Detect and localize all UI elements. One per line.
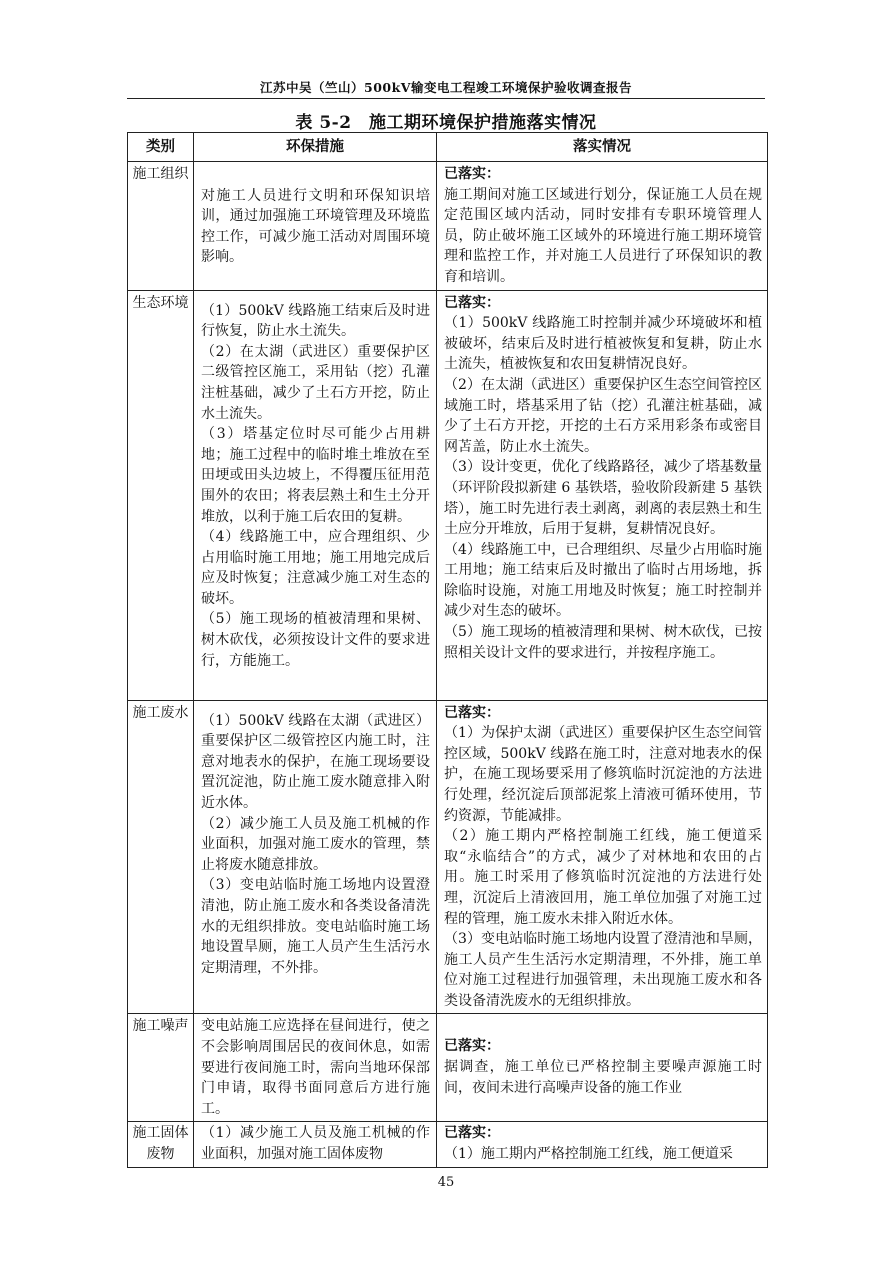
measure-item: （2）在太湖（武进区）重要保护区二级管控区施工，采用钻（挖）孔灌注桩基础，减少了土石方开挖，防止水土流失。	[201, 343, 430, 422]
column-header-status: 落实情况	[437, 133, 768, 162]
status-cell	[437, 700, 768, 1014]
status-label: 已落实：	[444, 1038, 500, 1055]
table-row	[128, 162, 768, 291]
status-label: 已落实：	[444, 704, 500, 721]
measures-cell	[194, 1122, 437, 1167]
header-rule	[127, 98, 765, 99]
table-row	[128, 290, 768, 700]
table-row	[128, 700, 768, 1014]
status-item: （3）设计变更，优化了线路路径，减少了塔基数量（环评阶段拟新建 6 基铁塔，验收阶段新建 5 基铁塔），施工时先进行表土剥离，剥离的表层熟土和生土应分开堆放，后用于复耕，复耕情况良好。	[444, 459, 762, 538]
table-row	[128, 1014, 768, 1122]
column-header-category: 类别	[128, 133, 194, 162]
measures-cell	[194, 290, 437, 700]
measures-cell	[194, 700, 437, 1014]
status-item: （5）施工现场的植被清理和果树、树木砍伐，已按照相关设计文件的要求进行，并按程序施工。	[444, 624, 762, 661]
page-number: 45	[437, 1175, 455, 1190]
status-cell	[437, 1122, 768, 1167]
category-cell	[128, 1014, 194, 1122]
measures-cell	[194, 1014, 437, 1122]
status-cell	[437, 162, 768, 291]
measure-item: （3）塔基定位时尽可能少占用耕地；施工过程中的临时堆土堆放在至田埂或田头边坡上，不得覆压征用范围外的农田；将表层熟土和生土分开堆放，以利于施工后农田的复耕。	[201, 426, 430, 525]
column-header-measures: 环保措施	[194, 133, 437, 162]
category-label: 施工组织	[132, 166, 189, 182]
report-header: 江苏中吴（竺山）500kV输变电工程竣工环境保护验收调查报告	[260, 80, 632, 95]
status-label: 已落实：	[444, 294, 500, 311]
measure-item: （3）变电站临时施工场地内设置澄清池，防止施工废水和各类设备清洗水的无组织排放。变电站临时施工场地设置旱厕，施工人员产生生活污水定期清理，不外排。	[201, 877, 430, 976]
measure-item: （5）施工现场的植被清理和果树、树木砍伐，必须按设计文件的要求进行，方能施工。	[201, 611, 430, 669]
category-label: 施工固体废物	[132, 1125, 189, 1163]
category-cell	[128, 700, 194, 1014]
measure-item: （1）500kV 线路施工结束后及时进行恢复，防止水土流失。	[201, 302, 430, 340]
table-caption: 表 5-2 施工期环境保护措施落实情况	[295, 113, 597, 133]
status-label: 已落实：	[444, 1125, 500, 1142]
status-item: （1）施工期内严格控制施工红线，施工便道采	[444, 1146, 733, 1163]
measures-cell	[194, 162, 437, 291]
status-item: （2）施工期内严格控制施工红线，施工便道采取“永临结合”的方式，减少了对林地和农田的占用。施工时采用了修筑临时沉淀池的方法进行处理，沉淀后上清液回用，施工单位加强了对施工过程的管理，施工废水未排入附近水体。	[444, 828, 762, 927]
status-item: 据调查，施工单位已严格控制主要噪声源施工时间，夜间未进行高噪声设备的施工作业	[444, 1059, 762, 1096]
status-item: 施工期间对施工区域进行划分，保证施工人员在规定范围区域内活动，同时安排有专职环境管理人员，防止破坏施工区域外的环境进行施工期环境管理和监控工作，并对施工人员进行了环保知识的教育和培训。	[444, 186, 762, 285]
measure-item: 对施工人员进行文明和环保知识培训，通过加强施工环境管理及环境监控工作，可减少施工活动对周围环境影响。	[201, 187, 430, 266]
measures-table	[127, 132, 768, 1168]
status-item: （2）在太湖（武进区）重要保护区生态空间管控区域施工时，塔基采用了钻（挖）孔灌注桩基础，减少了土石方开挖，开挖的土石方采用彩条布或密目网苫盖，防止水土流失。	[444, 376, 762, 455]
status-item: （4）线路施工中，已合理组织、尽量少占用临时施工用地；施工结束后及时撤出了临时占用场地，拆除临时设施，对施工用地及时恢复；施工时控制并减少对生态的破坏。	[444, 541, 762, 620]
category-cell	[128, 1122, 194, 1167]
category-label: 施工噪声	[132, 1018, 189, 1035]
table-row	[128, 1122, 768, 1167]
category-cell	[128, 162, 194, 291]
status-label: 已落实：	[444, 166, 500, 182]
category-label: 生态环境	[132, 294, 189, 311]
measure-item: （4）线路施工中，应合理组织、少占用临时施工用地；施工用地完成后应及时恢复；注意减少施工对生态的破坏。	[201, 529, 430, 607]
status-item: （1）500kV 线路施工时控制并减少环境破坏和植被破坏，结束后及时进行植被恢复和复耕，防止水土流失，植被恢复和农田复耕情况良好。	[444, 315, 762, 373]
status-cell	[437, 1014, 768, 1122]
status-cell	[437, 290, 768, 700]
status-item: （1）为保护太湖（武进区）重要保护区生态空间管控区域，500kV 线路在施工时，注意对地表水的保护，在施工现场要采用了修筑临时沉淀池的方法进行处理，经沉淀后顶部泥浆上清液可循环使用，节约资源，节能减排。	[444, 725, 762, 824]
measure-item: （1）减少施工人员及施工机械的作业面积，加强对施工固体废物	[201, 1125, 430, 1163]
measure-item: （1）500kV 线路在太湖（武进区）重要保护区二级管控区内施工时，注意对地表水的保护，在施工现场要设置沉淀池，防止施工废水随意排入附近水体。	[201, 712, 430, 811]
table-header-row	[128, 133, 768, 162]
category-cell	[128, 290, 194, 700]
measure-item: 变电站施工应选择在昼间进行，使之不会影响周围居民的夜间休息，如需要进行夜间施工时，需向当地环保部门申请，取得书面同意后方进行施工。	[201, 1018, 430, 1117]
category-label: 施工废水	[132, 704, 189, 721]
measure-item: （2）减少施工人员及施工机械的作业面积，加强对施工废水的管理，禁止将废水随意排放。	[201, 815, 430, 873]
status-item: （3）变电站临时施工场地内设置了澄清池和旱厕，施工人员产生生活污水定期清理，不外排，施工单位对施工过程进行加强管理，未出现施工废水和各类设备清洗废水的无组织排放。	[444, 931, 762, 1009]
